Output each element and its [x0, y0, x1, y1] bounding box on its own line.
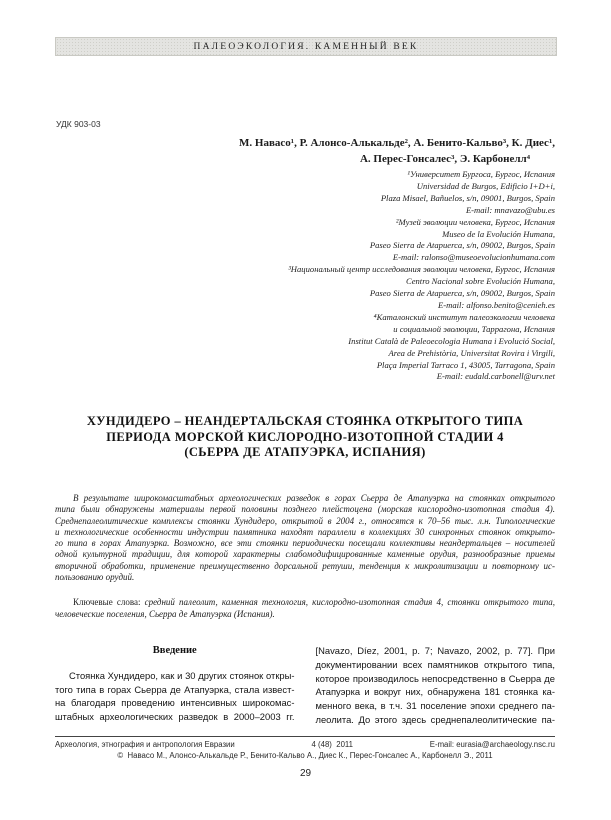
body-text-line: штабных археологических разведок в 2000–2003 гг.: [55, 711, 295, 723]
body-text-line: документировании всех памятников открытого типа,: [315, 658, 555, 670]
authors-line-2: А. Перес-Гонсалес³, Э. Карбонелл⁴: [359, 152, 530, 165]
abstract-line: го типа в горах Атапуэрка. Возможно, все эти стоянки периодически посещали коллективы неандертальцев – носителей: [55, 538, 555, 549]
affiliation-email: E-mail: mnavazo@ubu.es: [465, 204, 555, 215]
section-header-banner: [55, 37, 557, 56]
abstract-line: и технологические особенности индустрии памятника находят параллели в коллекциях 30 синхронных стоянок открыто-: [55, 526, 555, 537]
body-text-line: [Navazo, Díez, 2001, p. 7; Navazo, 2002, p. 77]. При: [315, 645, 555, 656]
title-line: ПЕРИОДА МОРСКОЙ КИСЛОРОДНО-ИЗОТОПНОЙ СТАДИИ 4: [106, 429, 504, 444]
keywords-label: Ключевые слова:: [73, 597, 141, 607]
affiliation-line: ³Национальный центр исследования эволюции человека, Бургос, Испания: [288, 264, 555, 275]
abstract-line: В результате широкомасштабных археологических разведок в горах Сьерра де Атапуэрка на стоянках открытого: [73, 493, 555, 503]
affiliation-line: Plaza Misael, Bañuelos, s/n, 09001, Burgos, Spain: [380, 192, 555, 203]
keywords-line-1: [55, 597, 555, 609]
affiliation-line: Paseo Sierra de Atapuerca, s/n, 09002, Burgos, Spain: [369, 288, 555, 299]
keywords-block: [55, 597, 555, 620]
abstract-line: пользованию орудий.: [55, 572, 135, 583]
section-header-label: ПАЛЕОЭКОЛОГИЯ. КАМЕННЫЙ ВЕК: [193, 41, 419, 52]
affiliation-line: Plaça Imperial Tarraco 1, 43005, Tarragona, Spain: [376, 359, 555, 370]
abstract-block: [55, 493, 555, 583]
body-text-line: Стоянка Хундидеро, как и 30 других стоянок откры-: [69, 669, 295, 681]
abstract-line: типа были обнаружены материалы первой половины позднего плейстоцена (морская кислородно-изотопная стадия 4).: [55, 504, 555, 515]
authors-block: [55, 136, 555, 167]
footer-journal-line: [55, 740, 555, 749]
udk-number: УДК 903-03: [56, 119, 101, 129]
issue-number: 4 (48) 2011: [311, 740, 353, 749]
footer-email: E-mail: eurasia@archaeology.nsc.ru: [429, 740, 555, 749]
body-text-line: того типа в горах Сьерра де Атапуэрка, стала извест-: [55, 683, 295, 695]
affiliation-line: Area de Prehistòria, Universitat Rovira i Virgili,: [388, 347, 555, 358]
page-number: 29: [299, 768, 312, 779]
affiliation-line: и социальной эволюции, Таррагона, Испания: [393, 323, 555, 334]
abstract-line: Среднепалеолитические комплексы стоянки Хундидеро, открытой в 2004 г., относятся к 70–56 тыс. л.н. Типологические: [55, 515, 555, 526]
affiliation-line: Centro Nacional sobre Evolución Humana,: [405, 276, 555, 287]
affiliation-email: E-mail: eudald.carbonell@urv.net: [436, 371, 555, 382]
journal-name: Археология, этнография и антропология Евразии: [55, 740, 235, 749]
affiliation-line: ¹Университет Бургоса, Бургос, Испания: [407, 169, 555, 179]
body-text-line: Атапуэрка и вокруг них, обнаружена 181 стоянка ка-: [315, 686, 555, 698]
affiliation-email: E-mail: ralonso@museoevolucionhumana.com: [392, 252, 555, 263]
body-text-line: менного века, в т.ч. 31 поселение эпохи среднего па-: [315, 700, 555, 712]
body-text-line: леолита. До этого здесь среднепалеолитические па-: [315, 713, 555, 725]
authors-line-1: М. Навасо¹, Р. Алонсо-Алькальде², А. Бенито-Кальво³, К. Диес¹,: [239, 137, 555, 149]
keywords-line-2: человеческие поселения, Сьерра де Атапуэрка (Испания).: [55, 608, 275, 619]
title-line: (СЬЕРРА ДЕ АТАПУЭРКА, ИСПАНИЯ): [184, 445, 426, 459]
body-text-line: которое производилось непосредственно в Сьерра де: [315, 672, 555, 684]
affiliations-block: [55, 169, 555, 383]
introduction-heading: Введение: [152, 645, 197, 656]
affiliation-email: E-mail: alfonso.benito@cenieh.es: [438, 299, 555, 310]
article-title: [55, 414, 555, 461]
title-line: ХУНДИДЕРО – НЕАНДЕРТАЛЬСКАЯ СТОЯНКА ОТКРЫТОГО ТИПА: [86, 414, 524, 428]
affiliation-line: Institut Català de Paleoecologia Humana i Evolució Social,: [348, 335, 555, 346]
body-text-line: на благодаря проведению интенсивных широкомас-: [55, 697, 295, 709]
affiliation-line: Universidad de Burgos, Edificio I+D+i,: [416, 180, 555, 191]
copyright-line: © Навасо М., Алонсо-Алькальде Р., Бенито-Кальво А., Диес К., Перес-Гонсалес А., Карбонелл Э., 2011: [117, 751, 493, 760]
left-column: [55, 644, 295, 727]
affiliation-line: ²Музей эволюции человека, Бургос, Испания: [395, 216, 555, 227]
keywords-text: средний палеолит, каменная технология, кислородно-изотопная стадия 4, стоянки открытого типа,: [140, 597, 555, 607]
page-footer: [55, 736, 555, 760]
abstract-line: вторичной обработки, применение преимущественно дорсальной ретуши, тенденция к микролитизации и повторному ис-: [55, 560, 555, 571]
affiliation-line: Museo de la Evolución Humana,: [442, 228, 555, 239]
right-column: [316, 644, 556, 727]
affiliation-line: Paseo Sierra de Atapuerca, s/n, 09002, Burgos, Spain: [369, 240, 555, 251]
introduction-section: [55, 644, 555, 727]
abstract-line: одной культурной традиции, для которой характерны слабомодифицированные каменные орудия, разнообразные приемы: [55, 549, 555, 560]
affiliation-line: ⁴Каталонский институт палеоэкологии человека: [373, 311, 555, 322]
